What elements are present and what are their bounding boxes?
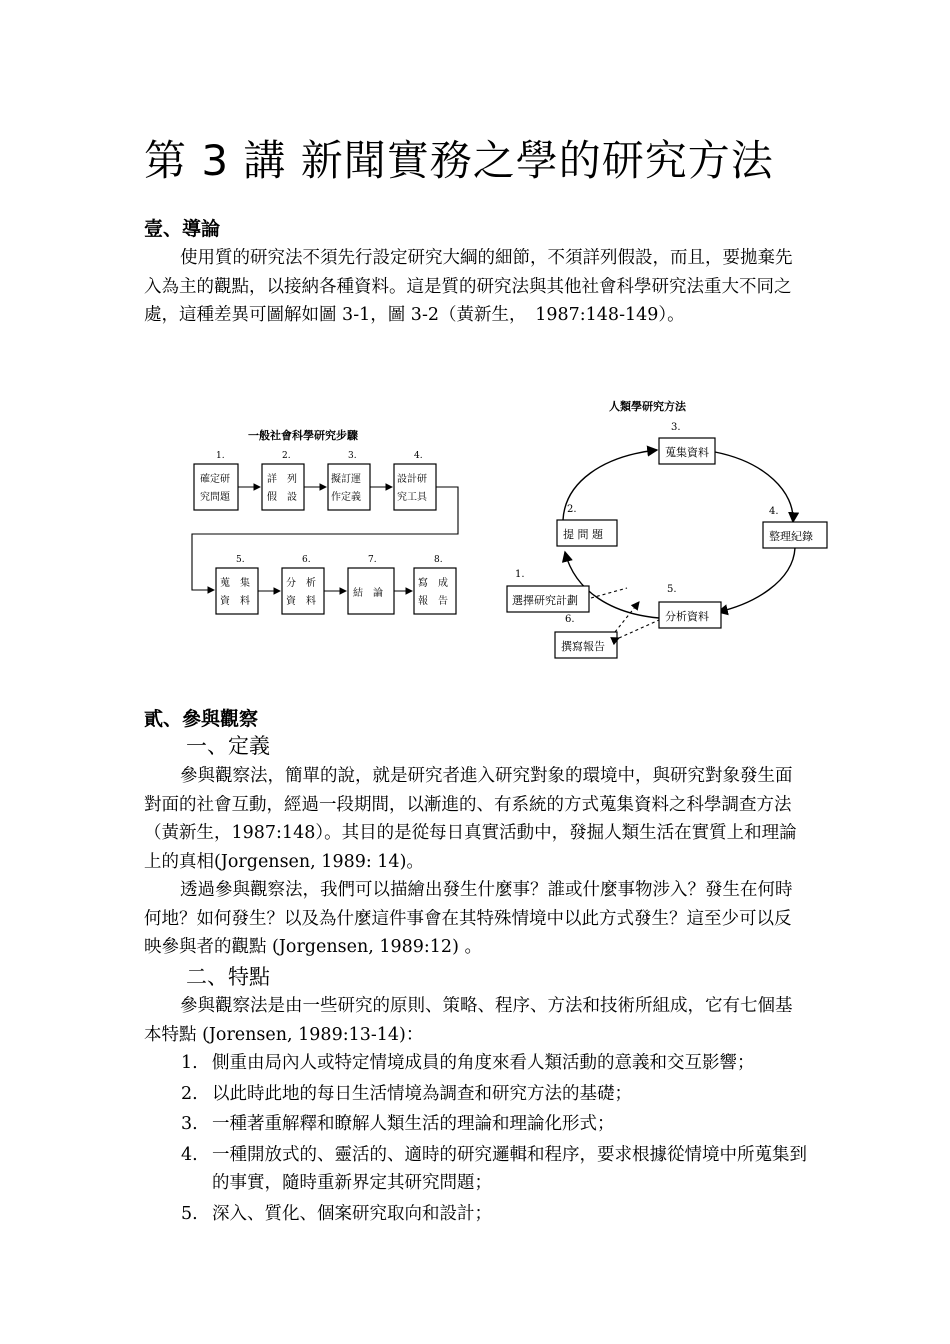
svg-text:報 告: 報 告 xyxy=(418,596,448,607)
svg-text:2.: 2. xyxy=(282,451,291,461)
svg-text:究工具: 究工具 xyxy=(397,492,427,503)
research-methods-figure xyxy=(178,392,838,670)
section2-sub1-heading: 一、定義 xyxy=(186,734,270,758)
svg-text:蒐 集: 蒐 集 xyxy=(220,578,250,589)
svg-text:1.: 1. xyxy=(216,451,225,461)
svg-text:撰寫報告: 撰寫報告 xyxy=(561,640,605,653)
svg-text:資 料: 資 料 xyxy=(286,596,316,607)
svg-text:5.: 5. xyxy=(236,555,245,565)
general-research-flowchart xyxy=(178,422,478,662)
cycle-node-6 xyxy=(555,614,617,658)
flow-step-3 xyxy=(328,451,370,510)
section2-sub2-heading: 二、特點 xyxy=(186,965,270,989)
features-intro-paragraph: 參與觀察法是由一些研究的原則、策略、程序、方法和技術所組成，它有七個基本特點 (Jorensen, 1989:13-14)： xyxy=(144,996,793,1045)
svg-text:資 料: 資 料 xyxy=(220,596,250,607)
svg-text:確定研: 確定研 xyxy=(200,474,230,485)
svg-text:選擇研究計劃: 選擇研究計劃 xyxy=(512,594,578,607)
svg-text:蒐集資料: 蒐集資料 xyxy=(665,446,709,459)
flow-step-8 xyxy=(414,555,456,614)
cycle-title: 人類學研究方法 xyxy=(609,400,686,413)
svg-text:擬訂運: 擬訂運 xyxy=(331,474,361,485)
features-list xyxy=(144,1049,814,1230)
svg-text:分 析: 分 析 xyxy=(286,578,316,589)
svg-text:作定義: 作定義 xyxy=(331,492,361,503)
svg-text:3.: 3. xyxy=(671,422,681,433)
svg-text:8.: 8. xyxy=(434,555,443,565)
definition-paragraph-2: 透過參與觀察法，我們可以描繪出發生什麼事？誰或什麼事物涉入？發生在何時何地？如何發生？以及為什麼這件事會在其特殊情境中以此方式發生？這至少可以反映參與者的觀點 (Jorgensen, 1989:12) 。 xyxy=(144,880,793,957)
list-item: 3. 一種著重解釋和瞭解人類生活的理論和理論化形式； xyxy=(181,1114,615,1134)
svg-text:6.: 6. xyxy=(565,614,575,625)
section1-paragraph: 使用質的研究法不須先行設定研究大綱的細節，不須詳列假設，而且，要拋棄先入為主的觀點，以接納各種資料。這是質的研究法與其他社會科學研究法重大不同之處，這種差異可圖解如圖 3-1，圖 3-2（黃新生， 1987:148-149）。 xyxy=(144,248,793,325)
flow-step-1 xyxy=(194,451,238,510)
section1-heading: 壹、導論 xyxy=(144,218,221,240)
svg-text:5.: 5. xyxy=(667,584,677,595)
anthropology-method-cycle xyxy=(503,392,843,670)
svg-text:2.: 2. xyxy=(567,504,577,515)
list-item: 2. 以此時此地的每日生活情境為調查和研究方法的基礎； xyxy=(181,1083,632,1104)
svg-text:提 問 題: 提 問 題 xyxy=(563,528,603,541)
svg-text:設計研: 設計研 xyxy=(397,474,427,485)
cycle-node-5 xyxy=(659,584,721,628)
page-title: 第 3 講 新聞實務之學的研究方法 xyxy=(144,136,774,185)
svg-text:假 設: 假 設 xyxy=(267,492,297,503)
svg-text:4.: 4. xyxy=(414,451,423,461)
cycle-node-1 xyxy=(507,569,589,612)
svg-text:1.: 1. xyxy=(515,569,525,580)
svg-text:6.: 6. xyxy=(302,555,311,565)
flowchart-title: 一般社會科學研究步驟 xyxy=(248,429,358,442)
flow-step-7 xyxy=(348,555,394,614)
flow-step-6 xyxy=(282,555,324,614)
svg-text:整理紀錄: 整理紀錄 xyxy=(769,530,813,543)
svg-text:究問題: 究問題 xyxy=(200,492,230,503)
cycle-node-2 xyxy=(557,504,617,546)
svg-text:寫 成: 寫 成 xyxy=(418,578,448,589)
svg-text:詳 列: 詳 列 xyxy=(267,474,297,485)
flow-step-4 xyxy=(394,451,436,510)
flow-step-2 xyxy=(262,451,304,510)
svg-text:7.: 7. xyxy=(368,555,377,565)
svg-text:4.: 4. xyxy=(769,506,779,517)
svg-text:3.: 3. xyxy=(348,451,357,461)
cycle-node-4 xyxy=(763,506,827,548)
list-item: 1. 側重由局內人或特定情境成員的角度來看人類活動的意義和交互影響； xyxy=(181,1053,755,1073)
flow-step-5 xyxy=(216,555,258,614)
svg-text:結 論: 結 論 xyxy=(353,588,383,599)
section2-heading: 貳、參與觀察 xyxy=(144,708,259,730)
definition-paragraph-1: 參與觀察法，簡單的說，就是研究者進入研究對象的環境中，與研究對象發生面對面的社會互動，經過一段期間，以漸進的、有系統的方式蒐集資料之科學調查方法（黃新生，1987:148）。其目的是從每日真實活動中，發掘人類生活在實質上和理論上的真相(Jorgensen, 1989: 14)。 xyxy=(144,766,797,872)
list-item: 4. 一種開放式的、靈活的、適時的研究邏輯和程序，要求根據從情境中所蒐集到的事實，隨時重新界定其研究問題； xyxy=(181,1144,807,1193)
cycle-node-3 xyxy=(659,422,715,464)
svg-text:分析資料: 分析資料 xyxy=(665,610,709,623)
list-item: 5. 深入、質化、個案研究取向和設計； xyxy=(181,1203,492,1224)
